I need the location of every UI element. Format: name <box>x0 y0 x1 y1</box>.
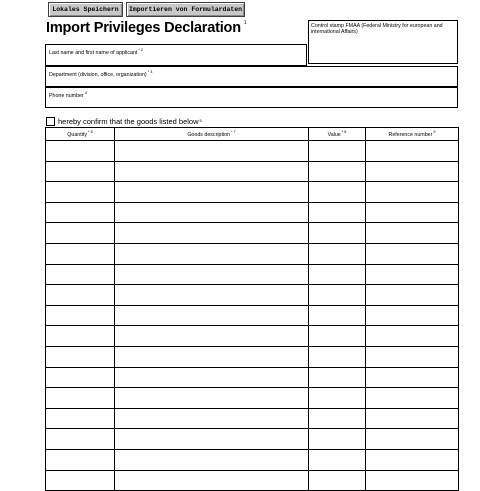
goods-table-header <box>46 128 459 141</box>
goods-table <box>45 127 459 491</box>
reference-number-cell[interactable] <box>366 470 459 491</box>
page-title <box>46 20 246 36</box>
confirm-footnote: 5 <box>199 119 202 123</box>
table-row <box>46 326 459 347</box>
goods-description-cell[interactable] <box>115 285 309 306</box>
title-footnote: 1 <box>243 20 247 26</box>
table-row <box>46 367 459 388</box>
value-cell[interactable] <box>309 408 366 429</box>
goods-description-cell[interactable] <box>115 408 309 429</box>
quantity-cell[interactable] <box>46 388 115 409</box>
goods-description-cell[interactable] <box>115 161 309 182</box>
table-row <box>46 305 459 326</box>
reference-number-cell[interactable] <box>366 346 459 367</box>
quantity-cell[interactable] <box>46 408 115 429</box>
quantity-cell[interactable] <box>46 264 115 285</box>
value-cell[interactable] <box>309 305 366 326</box>
page-title-text: Import Privileges Declaration <box>46 20 241 36</box>
quantity-cell[interactable] <box>46 326 115 347</box>
reference-number-cell[interactable] <box>366 408 459 429</box>
quantity-cell[interactable] <box>46 449 115 470</box>
goods-description-cell[interactable] <box>115 182 309 203</box>
value-cell[interactable] <box>309 388 366 409</box>
goods-description-cell[interactable] <box>115 326 309 347</box>
quantity-cell[interactable] <box>46 367 115 388</box>
value-cell[interactable] <box>309 367 366 388</box>
table-row <box>46 346 459 367</box>
goods-description-cell[interactable] <box>115 470 309 491</box>
goods-description-cell[interactable] <box>115 367 309 388</box>
quantity-cell[interactable] <box>46 429 115 450</box>
reference-number-cell[interactable] <box>366 182 459 203</box>
confirm-checkbox[interactable] <box>46 117 55 126</box>
table-row <box>46 429 459 450</box>
value-cell[interactable] <box>309 429 366 450</box>
quantity-cell[interactable] <box>46 243 115 264</box>
table-row <box>46 408 459 429</box>
reference-number-cell[interactable] <box>366 449 459 470</box>
table-row <box>46 449 459 470</box>
value-cell[interactable] <box>309 449 366 470</box>
reference-number-cell[interactable] <box>366 388 459 409</box>
value-cell[interactable] <box>309 202 366 223</box>
value-cell[interactable] <box>309 141 366 162</box>
goods-description-cell[interactable] <box>115 429 309 450</box>
table-row <box>46 161 459 182</box>
quantity-cell[interactable] <box>46 182 115 203</box>
confirm-row <box>46 116 202 126</box>
reference-number-cell[interactable] <box>366 243 459 264</box>
reference-number-cell[interactable] <box>366 305 459 326</box>
phone-number-field[interactable] <box>45 87 458 108</box>
reference-number-cell[interactable] <box>366 264 459 285</box>
reference-number-cell[interactable] <box>366 326 459 347</box>
reference-number-cell[interactable] <box>366 223 459 244</box>
reference-number-cell[interactable] <box>366 285 459 306</box>
quantity-cell[interactable] <box>46 161 115 182</box>
goods-description-cell[interactable] <box>115 141 309 162</box>
value-header: Value$^{* 8}$ <box>309 128 366 141</box>
reference-number-cell[interactable] <box>366 367 459 388</box>
quantity-cell[interactable] <box>46 141 115 162</box>
confirm-text: hereby confirm that the goods listed below <box>58 116 199 126</box>
control-stamp-label: Control stamp FMAA (Federal Ministry for european and international Affairs) <box>311 23 443 35</box>
quantity-cell[interactable] <box>46 285 115 306</box>
quantity-cell[interactable] <box>46 305 115 326</box>
phone-number-label: Phone number$^4$ <box>49 91 87 99</box>
goods-description-cell[interactable] <box>115 305 309 326</box>
goods-description-cell[interactable] <box>115 243 309 264</box>
table-row <box>46 243 459 264</box>
goods-description-cell[interactable] <box>115 202 309 223</box>
goods-description-cell[interactable] <box>115 264 309 285</box>
import-form-data-button[interactable]: Importieren von Formulardaten <box>126 2 245 17</box>
goods-description-cell[interactable] <box>115 388 309 409</box>
applicant-name-field[interactable] <box>45 44 307 66</box>
table-row <box>46 182 459 203</box>
table-row <box>46 470 459 491</box>
save-locally-button[interactable]: Lokales Speichern <box>48 2 123 17</box>
goods-description-cell[interactable] <box>115 449 309 470</box>
goods-description-cell[interactable] <box>115 223 309 244</box>
table-row <box>46 223 459 244</box>
table-row <box>46 388 459 409</box>
reference-number-cell[interactable] <box>366 202 459 223</box>
table-row <box>46 264 459 285</box>
table-row <box>46 285 459 306</box>
reference-number-header: Reference number$^9$ <box>366 128 459 141</box>
value-cell[interactable] <box>309 182 366 203</box>
value-cell[interactable] <box>309 161 366 182</box>
goods-description-cell[interactable] <box>115 346 309 367</box>
value-cell[interactable] <box>309 264 366 285</box>
value-cell[interactable] <box>309 285 366 306</box>
table-row <box>46 141 459 162</box>
reference-number-cell[interactable] <box>366 429 459 450</box>
goods-description-header: Goods description$^{* 7}$ <box>115 128 309 141</box>
value-cell[interactable] <box>309 223 366 244</box>
control-stamp-box <box>308 20 458 64</box>
quantity-cell[interactable] <box>46 223 115 244</box>
table-row <box>46 202 459 223</box>
value-cell[interactable] <box>309 470 366 491</box>
quantity-cell[interactable] <box>46 346 115 367</box>
reference-number-cell[interactable] <box>366 141 459 162</box>
applicant-name-label: Last name and first name of applicant$^{* 2}$ <box>49 48 143 56</box>
department-label: Department (division, office, organization)$^{* 3}$ <box>49 70 153 78</box>
quantity-header: Quantity$^{* 6}$ <box>46 128 115 141</box>
reference-number-cell[interactable] <box>366 161 459 182</box>
department-field[interactable] <box>45 66 458 87</box>
value-cell[interactable] <box>309 326 366 347</box>
quantity-cell[interactable] <box>46 202 115 223</box>
value-cell[interactable] <box>309 243 366 264</box>
value-cell[interactable] <box>309 346 366 367</box>
quantity-cell[interactable] <box>46 470 115 491</box>
